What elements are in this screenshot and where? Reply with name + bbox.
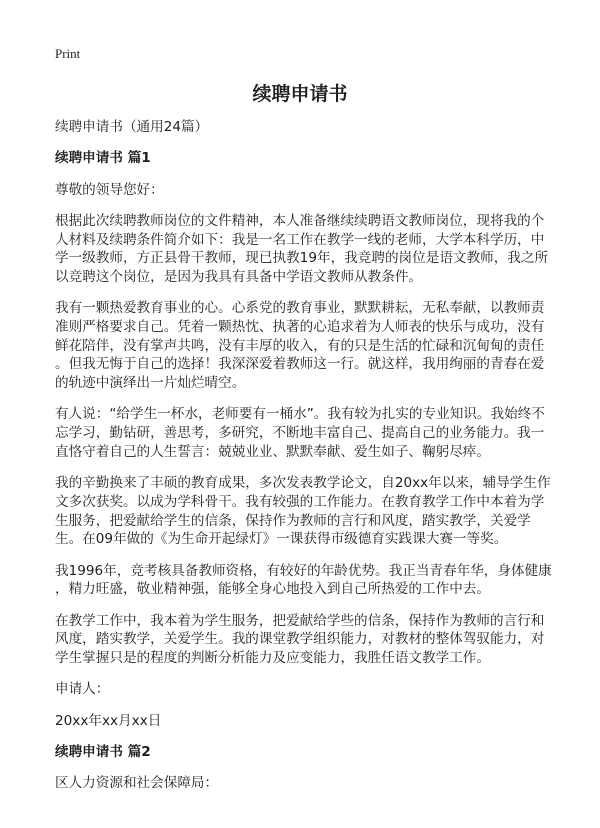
paragraph — [55, 712, 575, 731]
text-line: 申请人： — [55, 681, 110, 698]
paragraph — [55, 562, 575, 599]
text-line: ，精力旺盛，敬业精神强，能够全身心地投入到自己所热爱的工作中去。 — [55, 581, 490, 598]
text-line: 我有一颗热爱教育事业的心。心系党的教育事业，默默耕耘，无私奉献，以教师责 — [55, 300, 545, 317]
document-body — [55, 118, 575, 805]
text-line: 直恪守着自己的人生誓言：兢兢业业、默默奉献、爱生如子、鞠躬尽瘁。 — [55, 443, 490, 460]
paragraph — [55, 405, 575, 461]
text-line: 在教学工作中，我本着为学生服务，把爱献给学些的信条，保持作为教师的言行和 — [55, 612, 545, 629]
text-line: 准则严格要求自己。凭着一颗热忱、执著的心追求着为人师表的快乐与成功，没有 — [55, 319, 545, 335]
text-line: 生。在09年做的《为生命开起绿灯》一课获得市级德育实践课大赛一等奖。 — [55, 531, 508, 548]
paragraph — [55, 680, 575, 699]
text-line: 忘学习，勤钻研，善思考，多研究，不断地丰富自己、提高自己的业务能力。我一 — [55, 425, 545, 442]
paragraph — [55, 612, 575, 668]
text-line: 续聘申请书 篇2 — [55, 743, 151, 760]
paragraph — [55, 118, 575, 137]
text-line: 我的辛勤换来了丰硕的教育成果，多次发表教学论文，自20xx年以来，辅导学生作 — [55, 475, 551, 492]
paragraph — [55, 474, 575, 549]
section-heading — [55, 149, 575, 168]
paragraph — [55, 774, 575, 793]
text-line: 续聘申请书（通用24篇） — [55, 119, 209, 135]
text-line: 鲜花陪伴，没有掌声共鸣，没有丰厚的收入，有的只是生活的忙碌和沉甸甸的责任 — [55, 337, 545, 354]
paragraph — [55, 181, 575, 200]
text-line: 区人力资源和社会保障局： — [55, 775, 219, 792]
text-line: 学生掌握只是的程度的判断分析能力及应变能力，我胜任语文教学工作。 — [55, 649, 490, 666]
paragraph — [55, 212, 575, 287]
paragraph — [55, 299, 575, 393]
text-line: 的轨迹中演绎出一片灿烂晴空。 — [55, 375, 246, 392]
document-title: 续聘申请书 — [252, 83, 348, 105]
text-line: 学一级教师，方正县骨干教师，现已执教19年，我竞聘的岗位是语文教师，我之所 — [55, 250, 549, 267]
text-line: 。但我无悔于自己的选择！我深深爱着教师这一行。就这样，我用绚丽的青春在爱 — [55, 356, 545, 373]
text-line: 根据此次续聘教师岗位的文件精神，本人准备继续续聘语文教师岗位，现将我的个 — [55, 212, 545, 229]
text-line: 风度，踏实教学，关爱学生。我的课堂教学组织能力，对教材的整体驾驭能力，对 — [55, 631, 545, 648]
text-line: 生服务，把爱献给学生的信条，保持作为教师的言行和风度，踏实教学，关爱学 — [55, 512, 531, 529]
text-line: 我1996年，竞考核具备教师资格，有较好的年龄优势。我正当青春年华，身体健康 — [55, 562, 552, 579]
text-line: 人材料及续聘条件简介如下：我是一名工作在教学一线的老师，大学本科学历，中 — [55, 231, 545, 248]
print-label: Print — [55, 46, 81, 61]
text-line: 20xx年xx月xx日 — [55, 712, 162, 729]
text-line: 文多次获奖。以成为学科骨干。我有较强的工作能力。在教育教学工作中本着为学 — [55, 493, 545, 510]
section-heading — [55, 743, 575, 762]
text-line: 有人说：“给学生一杯水，老师要有一桶水”。我有较为扎实的专业知识。我始终不 — [55, 406, 545, 423]
text-line: 续聘申请书 篇1 — [55, 150, 151, 167]
text-line: 以竞聘这个岗位，是因为我具有具备中学语文教师从教条件。 — [55, 269, 423, 285]
text-line: 尊敬的领导您好： — [55, 181, 164, 198]
